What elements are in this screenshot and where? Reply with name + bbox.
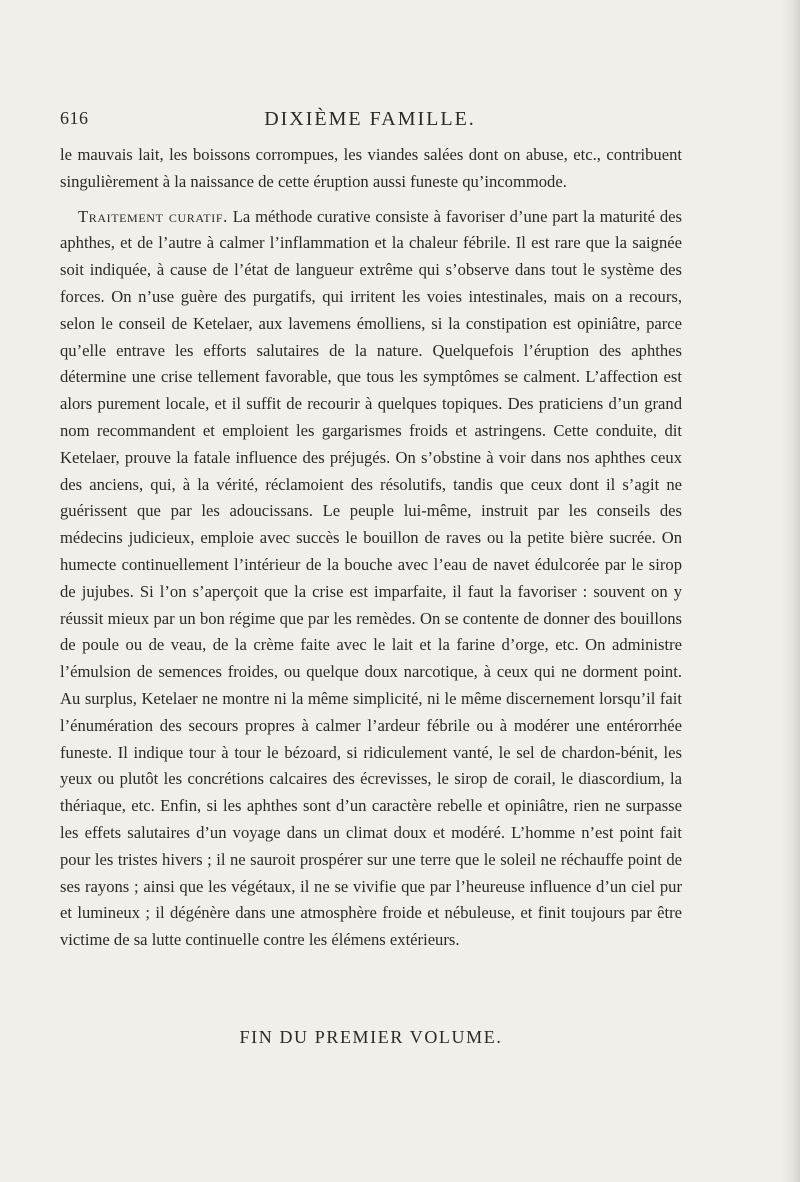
section-lead: Traitement curatif. <box>78 206 228 226</box>
page-body <box>60 142 682 954</box>
page-header <box>60 108 680 138</box>
paragraph-text: La méthode curative consiste à favoriser d’une part la maturité des aphthes, et de l’autre à calmer l’inflammation et la chaleur fébrile. Il est rare que la saignée soit indiquée, à cause de l’état de langueur extrême qui s’observe dans tout le système des forces. On n’use guère des purgatifs, qui irritent les voies intestinales, mais on a recours, selon le conseil de Ketelaer, aux lavemens émolliens, si la constipation est opiniâtre, parce qu’elle entrave les efforts salutaires de la nature. Quelquefois l’éruption des aphthes détermine une crise tellement favorable, que tous les symptômes se calment. L’affection est alors purement locale, et il suffit de recourir à quelques topiques. Des praticiens d’un grand nom recommandent et emploient les gargarismes froids et astringens. Cette conduite, dit Ketelaer, prouve la fatale influence des préjugés. On s’obstine à voir dans nos aphthes ceux des anciens, qui, à la vérité, réclamoient des résolutifs, tandis que ceux dont il s’agit ne guérissent que par les adoucissans. Le peuple lui-même, instruit par les conseils des médecins judicieux, emploie avec succès le bouillon de raves ou la petite bière sucrée. On humecte continuellement l’intérieur de la bouche avec l’eau de navet édulcorée par le sirop de jujubes. Si l’on s’aperçoit que la crise est imparfaite, il faut la favoriser : souvent on y réussit mieux par un bon régime que par les remèdes. On se contente de donner des bouillons de poule ou de veau, de la crème faite avec le lait et la farine d’orge, etc. On administre l’émulsion de semences froides, ou quelque doux narcotique, à ceux qui ne dorment point. Au surplus, Ketelaer ne montre ni la même simplicité, ni le même discernement lorsqu’il fait l’énumération des secours propres à calmer l’ardeur fébrile ou à modérer une entérorrhée funeste. Il indique tour à tour le bézoard, si ridiculement vanté, le sel de chardon-bénit, les yeux ou plutôt les concrétions calcaires des écrevisses, le sirop de corail, le diascordium, la thériaque, etc. Enfin, si les aphthes sont d’un caractère rebelle et opiniâtre, rien ne surpasse les effets salutaires d’un voyage dans un climat doux et modéré. L’homme n’est point fait pour les tristes hivers ; il ne sauroit prospérer sur une terre que le soleil ne réchauffe point de ses rayons ; ainsi que les végétaux, il ne se vivifie que par l’heureuse influence d’un ciel pur et lumineux ; il dégénère dans une atmosphère froide et nébuleuse, et finit toujours par être victime de sa lutte continuelle contre les élémens extérieurs. <box>60 206 682 950</box>
paragraph-traitement-curatif <box>60 204 682 954</box>
end-of-volume: FIN DU PREMIER VOLUME. <box>239 1027 503 1047</box>
running-title: DIXIÈME FAMILLE. <box>264 108 476 130</box>
page-number: 616 <box>60 108 89 128</box>
page-edge-shadow <box>782 0 800 1182</box>
paragraph-continuation: le mauvais lait, les boissons corrompues, les viandes salées dont on abuse, etc., contribuent singulièrement à la naissance de cette éruption aussi funeste qu’incommode. <box>60 145 682 191</box>
